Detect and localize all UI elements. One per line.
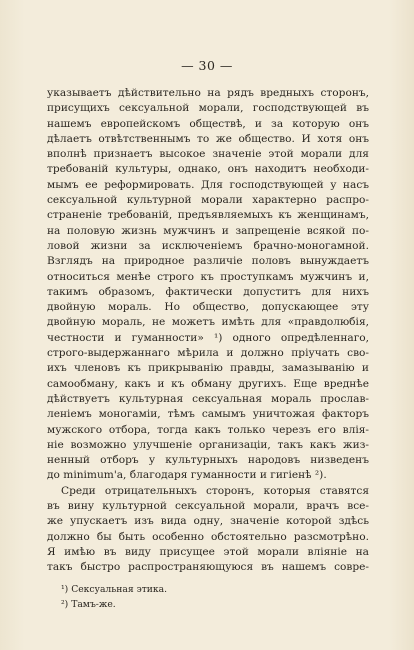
- page-number: — 30 —: [181, 58, 233, 73]
- text-line: ненный отборъ у культурныхъ народовъ низведенъ: [47, 454, 369, 467]
- text-line: ленiемъ моногамiи, тѣмъ самымъ уничтожая факторъ: [47, 408, 369, 421]
- text-line: двойную мораль, не можетъ имѣть для «правдолюбiя,: [47, 316, 369, 329]
- footnote: ²) Тамъ-же.: [61, 599, 116, 610]
- text-line: сексуальной культурной морали характерно распро-: [47, 194, 369, 207]
- text-line: нiе возможно улучшенiе организацiи, такъ какъ жиз-: [47, 438, 369, 451]
- text-line: указываетъ дѣйствительно на рядъ вредныхъ сторонъ,: [47, 87, 369, 99]
- text-line: честности и гуманности» ¹) одного опредѣленнаго,: [47, 331, 369, 344]
- text-line: до minimum'а, благодаря гуманности и гигiенѣ ²).: [47, 469, 327, 482]
- text-line: вполнѣ признаетъ высокое значенiе этой морали для: [47, 148, 369, 161]
- text-line: же упускаетъ изъ вида одну, значенiе которой здѣсь: [47, 515, 369, 528]
- text-line: самообману, какъ и къ обману другихъ. Еще вреднѣе: [47, 377, 369, 390]
- text-line: ловой жизни за исключенiемъ брачно-моногамной.: [47, 239, 369, 252]
- text-line: Я имѣю въ виду присущее этой морали влiянiе на: [47, 545, 369, 558]
- text-line: должно бы быть особенно обстоятельно разсмотрѣно.: [47, 530, 369, 543]
- text-line: на половую жизнь мужчинъ и запрещенiе всякой по-: [47, 224, 369, 237]
- text-line: строго-выдержаннаго мѣрила и должно прiучать сво-: [47, 347, 369, 360]
- text-line: дѣйствуетъ культурная сексуальная мораль прослав-: [47, 392, 369, 405]
- text-line: требованiй культуры, однако, онъ находитъ необходи-: [47, 163, 369, 176]
- footnotes: [47, 582, 369, 612]
- text-line: дѣлаетъ отвѣтственнымъ то же общество. И хотя онъ: [47, 132, 369, 145]
- text-line: нашемъ европейскомъ обществѣ, и за которую онъ: [47, 117, 369, 130]
- text-line: такъ быстро распространяющуюся въ нашемъ совре-: [47, 561, 369, 574]
- text-line: ихъ членовъ къ прикрыванiю правды, замазыванiю и: [47, 362, 369, 375]
- text-line: страненiе требованiй, предъявляемыхъ къ женщинамъ,: [47, 209, 369, 222]
- text-line: двойную мораль. Но общество, допускающее эту: [47, 301, 369, 314]
- body-text: [47, 86, 369, 576]
- text-line: такимъ образомъ, фактически допуститъ для нихъ: [47, 285, 369, 298]
- paragraph-start-line: Среди отрицательныхъ сторонъ, которыя ставятся: [61, 484, 369, 497]
- text-line: присущихъ сексуальной морали, господствующей въ: [47, 102, 369, 115]
- text-line: мымъ ее реформировать. Для господствующей у насъ: [47, 178, 369, 191]
- text-line: въ вину культурной сексуальной морали, врачъ все-: [47, 500, 369, 513]
- text-line: относиться менѣе строго къ проступкамъ мужчинъ и,: [47, 270, 369, 283]
- text-line: мужского отбора, тогда какъ только черезъ его влiя-: [47, 423, 369, 436]
- text-line: Взглядъ на природное различiе половъ вынуждаетъ: [47, 255, 369, 268]
- footnote: ¹) Сексуальная этика.: [61, 584, 168, 595]
